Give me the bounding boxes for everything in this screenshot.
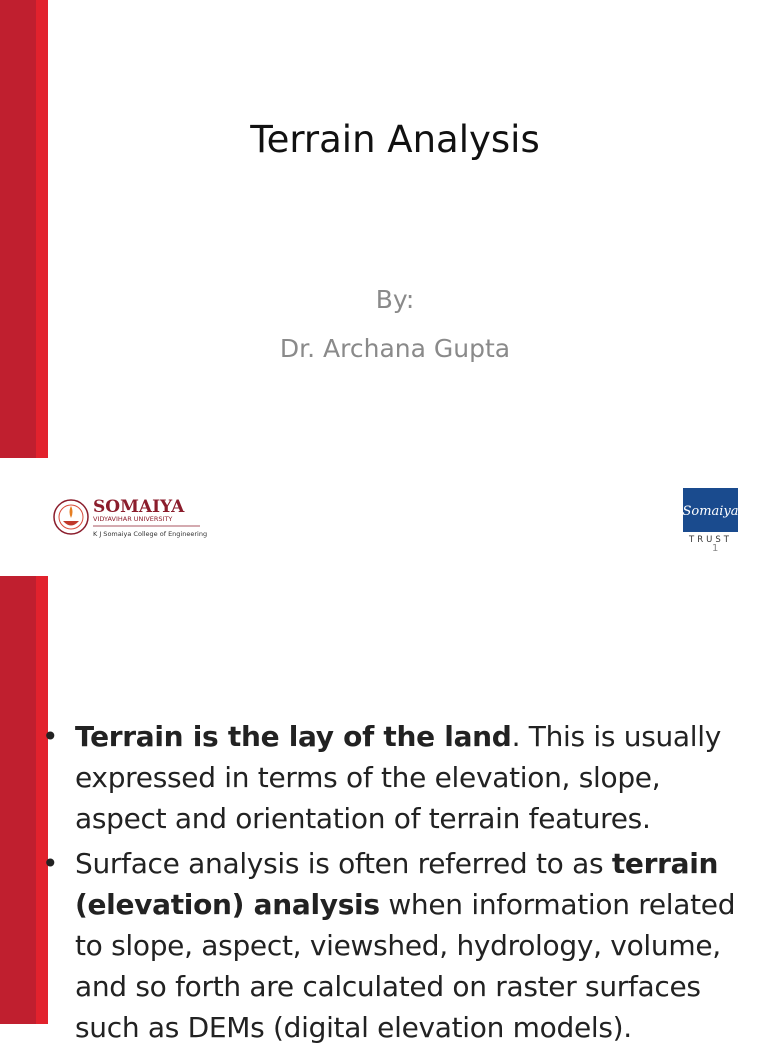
svg-text:VIDYAVIHAR UNIVERSITY: VIDYAVIHAR UNIVERSITY [93, 515, 173, 523]
svg-text:K J Somaiya College of Enginee: K J Somaiya College of Engineering [93, 530, 208, 538]
left-accent-bar-dark [0, 0, 36, 458]
bullet-bold-text: Terrain is the lay of the land [75, 720, 512, 753]
bullet-text: when information related to slope, aspect, viewshed, hydrology, volume, and so forth are calculated on raster surfaces such as DEMs (digital elevation models). [75, 888, 736, 1044]
svg-text:Somaiya: Somaiya [682, 504, 739, 519]
svg-text:SOMAIYA: SOMAIYA [93, 497, 185, 517]
svg-text:TRUST: TRUST [689, 535, 732, 545]
bullet-item [42, 843, 742, 1048]
left-accent-bar-light [36, 0, 48, 458]
page-number: 1 [712, 543, 719, 554]
content-slide [0, 576, 768, 1044]
somaiya-university-logo [50, 488, 215, 548]
somaiya-trust-logo [683, 488, 738, 544]
left-accent-bar-dark [0, 576, 36, 1024]
bullet-bold-text: terrain (elevation) analysis [75, 847, 719, 921]
bullet-item [42, 716, 742, 839]
bullet-text: Surface analysis is often referred to as [75, 847, 612, 880]
slide-title: Terrain Analysis [250, 118, 540, 161]
author-name: Dr. Archana Gupta [279, 334, 511, 363]
bullet-text: . This is usually expressed in terms of the elevation, slope, aspect and orientation of terrain features. [75, 720, 722, 835]
by-label: By: [375, 285, 415, 314]
bullet-list [42, 716, 742, 1052]
